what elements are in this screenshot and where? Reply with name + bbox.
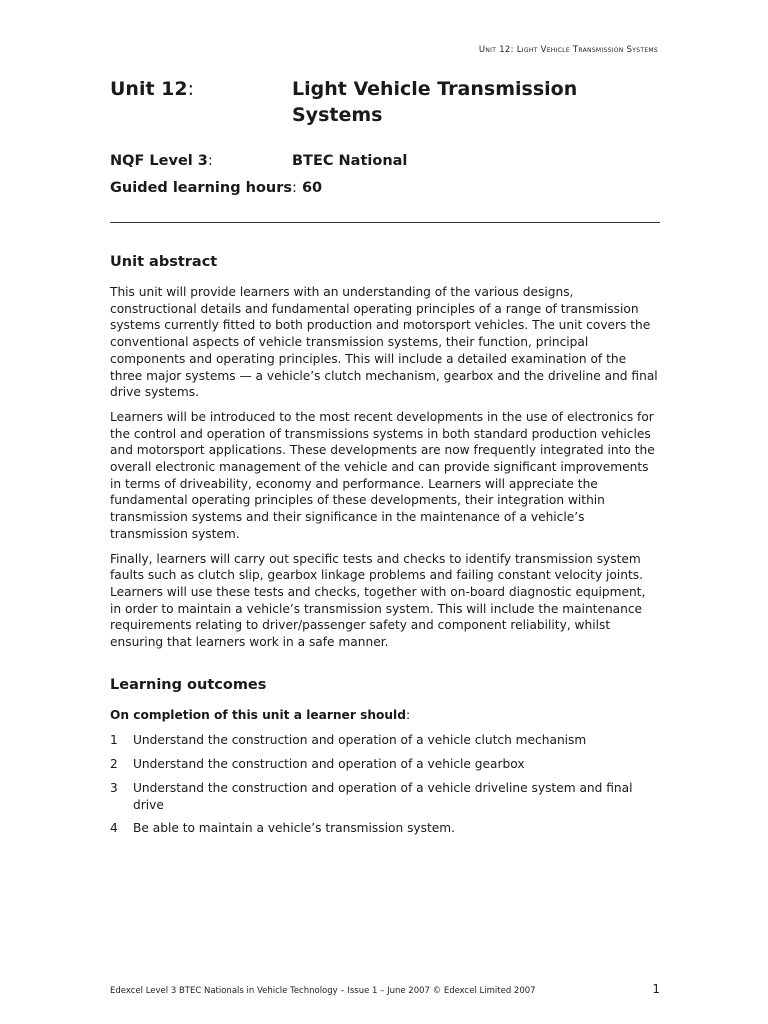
header-divider [110,222,660,223]
glh-value: 60 [301,180,323,196]
nqf-label-text: NQF Level 3 [110,153,208,169]
outcomes-intro-colon: : [405,707,411,722]
outcomes-heading: Learning outcomes [110,676,267,693]
unit-label-text: Unit 12 [110,78,188,100]
unit-title-row [110,76,660,128]
abstract-heading: Unit abstract [110,254,218,270]
glh-row [110,175,660,202]
outcome-text: Understand the construction and operation of a vehicle gearbox [133,757,525,772]
outcome-item [110,756,660,773]
outcome-number: 4 [110,821,118,836]
outcome-item [110,780,660,813]
outcomes-intro-text: On completion of this unit a learner should [110,707,406,722]
main-content [110,252,660,844]
outcome-item [110,820,660,837]
abstract-paragraph-3: Finally, learners will carry out specific tests and checks to identify transmission system faults such as clutch slip, gearbox linkage problems and failing constant velocity joints. Learners will use these tests and checks, together with on-board diagnostic equipment, in order to maintain a vehicle’s transmission system. This will include the maintenance requirements relating to driver/passenger safety and component reliability, whilst ensuring that learners work in a safe manner. [110,551,646,650]
outcome-item [110,732,660,749]
outcomes-intro [110,707,660,724]
footer-text: Edexcel Level 3 BTEC Nationals in Vehicle Technology – Issue 1 – June 2007 © Edexcel Limited 2007 [110,986,536,996]
page-footer [110,982,660,996]
outcome-text: Be able to maintain a vehicle’s transmission system. [133,821,455,836]
abstract-paragraph-1: This unit will provide learners with an understanding of the various designs, constructional details and fundamental operating principles of a range of transmission systems currently fitted to both production and motorsport vehicles. The unit covers the conventional aspects of vehicle transmission systems, their function, principal components and operating principles. This will include a detailed examination of the three major systems — a vehicle’s clutch mechanism, gearbox and the driveline and final drive systems. [110,285,658,400]
outcome-number: 2 [110,757,118,772]
outcome-text: Understand the construction and operation of a vehicle driveline system and final drive [133,780,633,812]
abstract-paragraph-2: Learners will be introduced to the most recent developments in the use of electronics for the control and operation of transmissions systems in both standard production vehicles and motorsport applications. These developments are now frequently integrated into the overall electronic management of the vehicle and can provide significant improvements in terms of driveability, economy and performance. Learners will appreciate the fundamental operating principles of these developments, their integration within transmission systems and their significance in the maintenance of a vehicle’s transmission system. [110,409,655,541]
unit-label-colon: : [187,78,195,100]
outcome-number: 1 [110,733,118,748]
glh-label [110,175,302,202]
unit-title: Light Vehicle Transmission Systems [292,78,578,126]
unit-label [110,76,292,102]
nqf-row [110,148,660,175]
glh-colon: : [292,180,297,196]
glh-label-text: Guided learning hours [110,180,293,196]
nqf-value: BTEC National [292,153,408,169]
meta-grid [110,148,660,202]
nqf-colon: : [207,153,213,169]
running-header: Unit 12: Light Vehicle Transmission Systems [478,45,658,55]
outcome-text: Understand the construction and operation of a vehicle clutch mechanism [133,733,587,748]
page-number: 1 [652,982,660,996]
nqf-label [110,148,292,175]
outcome-number: 3 [110,780,118,795]
outcomes-list [110,732,660,837]
title-block [110,76,660,202]
